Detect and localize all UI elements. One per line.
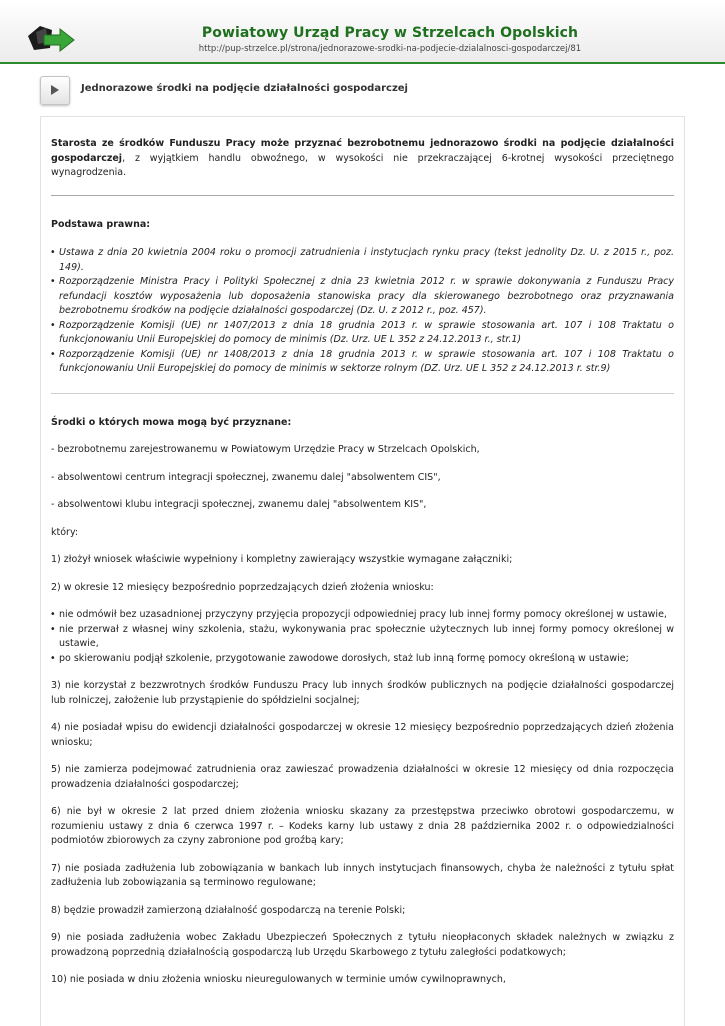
- recipient-item: - bezrobotnemu zarejestrowanemu w Powiatowym Urzędzie Pracy w Strzelcach Opolskich,: [51, 444, 480, 455]
- condition-item: 6) nie był w okresie 2 lat przed dniem złożenia wniosku skazany za przestępstwa przeciwko obrotowi gospodarczemu, w rozumieniu ustawy z dnia 6 czerwca 1997 r. – Kodeks karny lub ustawy z dnia 28 października 2002 r. o odpowiedzialności podmiotów zbiorowych za czyny zabronione pod groźbą kary;: [51, 806, 674, 846]
- condition-item: 4) nie posiadał wpisu do ewidencji działalności gospodarczej w okresie 12 miesięcy bezpośrednio poprzedzających dzień złożenia wniosku;: [51, 722, 674, 748]
- intro-paragraph: [51, 137, 674, 181]
- article-content: [40, 116, 685, 1026]
- condition-item: 8) będzie prowadził zamierzoną działalność gospodarczą na terenie Polski;: [51, 904, 406, 916]
- legal-basis-item: • Rozporządzenie Ministra Pracy i Polityki Społecznej z dnia 23 kwietnia 2012 r. w sprawie dokonywania z Funduszu Pracy refundacji kosztów wyposażenia lub doposażenia stanowiska pracy dla skierowanego bezrobotnego oraz przyznawania bezrobotnemu środków na podjęcie działalności gospodarczej (Dz. U. z 2012 r., poz. 457).: [59, 275, 674, 319]
- ktory-text: który:: [51, 526, 79, 538]
- condition-sub-item: • nie przerwał z własnej winy szkolenia, stażu, wykonywania prac społecznie użytecznych lub innej formy pomocy określonej w ustawie,: [59, 623, 674, 652]
- page-header: [0, 0, 725, 64]
- recipient-item: - absolwentowi klubu integracji społecznej, zwanemu dalej "absolwentem KIS",: [51, 499, 427, 510]
- legal-basis-heading: Podstawa prawna:: [51, 218, 151, 230]
- condition-sub-item: • po skierowaniu podjął szkolenie, przygotowanie zawodowe dorosłych, staż lub inną formę pomocy określoną w ustawie;: [59, 652, 674, 667]
- legal-basis-item: • Rozporządzenie Komisji (UE) nr 1407/2013 z dnia 18 grudnia 2013 r. w sprawie stosowania art. 107 i 108 Traktatu o funkcjonowaniu Unii Europejskiej do pomocy de minimis (Dz. Urz. UE L 352 z 24.12.2013 r., str.1): [59, 319, 674, 348]
- condition-item: 3) nie korzystał z bezzwrotnych środków Funduszu Pracy lub innych środków publicznych na podjęcie działalności gospodarczej lub rolniczej, założenie lub przystąpienie do spółdzielni socjalnej;: [51, 680, 674, 706]
- play-arrow-icon: [50, 84, 60, 96]
- recipient-item: - absolwentowi centrum integracji społecznej, zwanemu dalej "absolwentem CIS",: [51, 471, 441, 483]
- condition-item: 7) nie posiada zadłużenia lub zobowiązania w bankach lub innych instytucjach finansowych, chyba że należności z tytułu spłat zadłużenia lub zobowiązania są terminowo regulowane;: [51, 862, 674, 888]
- condition-sub-item: • nie odmówił bez uzasadnionej przyczyny przyjęcia propozycji odpowiedniej pracy lub innej formy pomocy określonej w ustawie,: [59, 608, 674, 623]
- intro-bold-text: Starosta ze środków Funduszu Pracy może przyznać bezrobotnemu jednorazowo środki na podjęcie działalności gospodarczej: [51, 138, 674, 164]
- condition-item: 5) nie zamierza podejmować zatrudnienia oraz zawieszać prowadzenia działalności w okresie 12 miesięcy od dnia rozpoczęcia prowadzenia działalności gospodarczej;: [51, 764, 674, 790]
- condition-item: 10) nie posiada w dniu złożenia wniosku nieuregulowanych w terminie umów cywilnoprawnych,: [51, 974, 506, 985]
- divider: [51, 393, 674, 394]
- legal-basis-list: [51, 246, 674, 377]
- condition-item: 9) nie posiada zadłużenia wobec Zakładu Ubezpieczeń Społecznych z tytułu nieopłaconych składek należnych w związku z prowadzoną poprzednią działalnością gospodarczą lub Urzędu Skarbowego z tytułu zaległości podatkowych;: [51, 932, 674, 958]
- office-arrow-logo-icon[interactable]: [26, 22, 76, 54]
- article-title-bar: [40, 76, 685, 104]
- site-title: Powiatowy Urząd Pracy w Strzelcach Opolskich: [201, 25, 579, 41]
- condition-item: 1) złożył wniosek właściwie wypełniony i kompletny zawierający wszystkie wymagane załączniki;: [51, 554, 513, 565]
- page-title: Jednorazowe środki na podjęcie działalności gospodarczej: [81, 83, 408, 94]
- condition-item: 2) w okresie 12 miesięcy bezpośrednio poprzedzających dzień złożenia wniosku:: [51, 581, 434, 593]
- legal-basis-item: • Ustawa z dnia 20 kwietnia 2004 roku o promocji zatrudnienia i instytucjach rynku pracy (tekst jednolity Dz. U. z 2015 r., poz. 149).: [59, 246, 674, 275]
- article-arrow-button[interactable]: [40, 76, 70, 105]
- condition-sub-list: [51, 608, 674, 666]
- divider: [51, 195, 674, 196]
- legal-basis-item: • Rozporządzenie Komisji (UE) nr 1408/2013 z dnia 18 grudnia 2013 r. w sprawie stosowania art. 107 i 108 Traktatu o funkcjonowaniu Unii Europejskiej do pomocy de minimis w sektorze rolnym (DZ. Urz. UE L 352 z 24.12.2013 r. str.9): [59, 348, 674, 377]
- site-url[interactable]: http://pup-strzelce.pl/strona/jednorazowe-srodki-na-podjecie-dzialalnosci-gospodarczej/81: [198, 44, 582, 54]
- intro-rest-text: , z wyjątkiem handlu obwoźnego, w wysokości nie przekraczającej 6-krotnej wysokości przeciętnego wynagrodzenia.: [51, 152, 674, 178]
- funds-heading: Środki o których mowa mogą być przyznane:: [51, 416, 292, 428]
